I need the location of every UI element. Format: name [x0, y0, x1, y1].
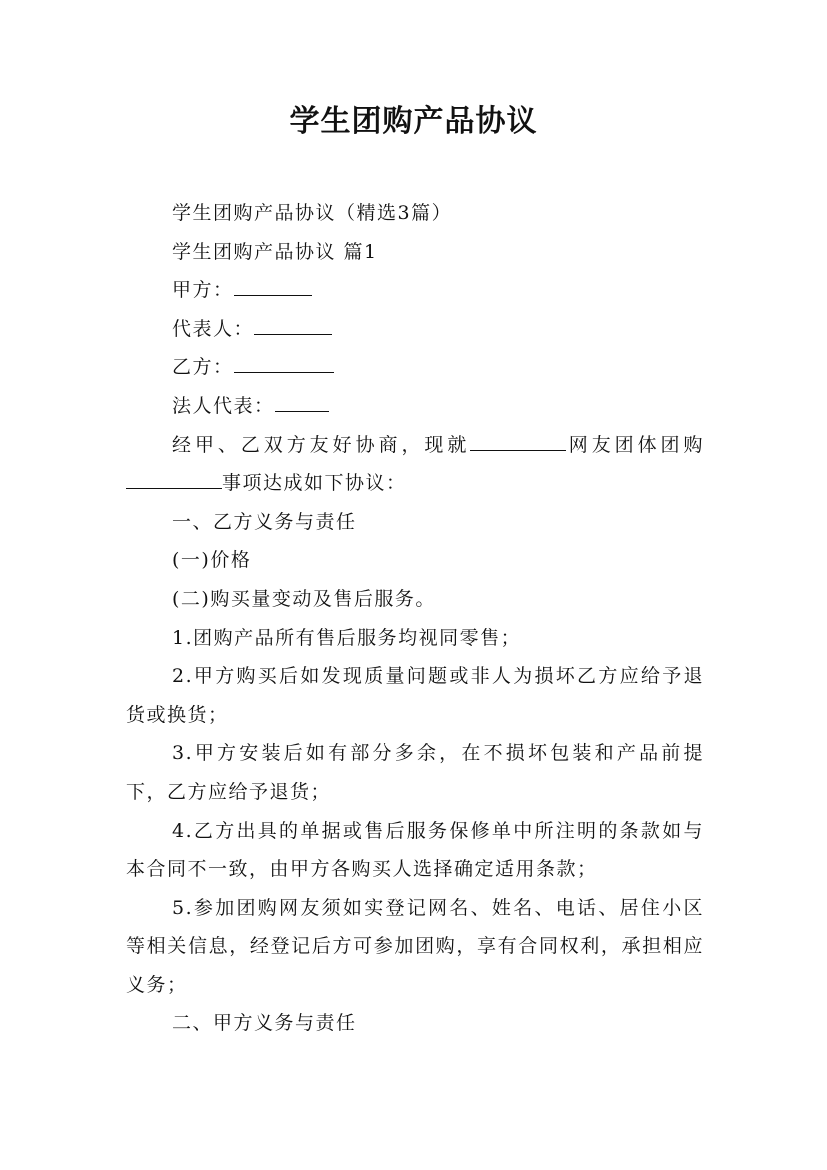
- collection-heading: 学生团购产品协议（精选3篇）: [172, 202, 453, 224]
- intro-text-middle: 网友团体团购: [566, 433, 704, 456]
- clause-1: 1.团购产品所有售后服务均视同零售；: [172, 626, 522, 649]
- clause-4: 4.乙方出具的单据或售后服务保修单中所注明的条款如与本合同不一致，由甲方各购买人选择确定适用条款；: [126, 819, 704, 881]
- party-a-line: [126, 271, 704, 310]
- section-heading-1: 一、乙方义务与责任: [172, 510, 357, 533]
- intro-text-end: 事项达成如下协议：: [222, 472, 407, 495]
- party-a-blank: [234, 273, 312, 296]
- subsection-price: (一)价格: [172, 549, 252, 572]
- clause-5: 5.参加团购网友须如实登记网名、姓名、电话、居住小区等相关信息，经登记后方可参加团购，享有合同权利，承担相应义务；: [126, 896, 704, 996]
- legal-representative-label: 法人代表：: [172, 394, 275, 417]
- intro-text-start: 经甲、乙双方友好协商，现就: [172, 433, 471, 456]
- representative-label: 代表人：: [172, 317, 255, 340]
- intro-blank-2: [126, 466, 222, 489]
- party-a-label: 甲方：: [172, 279, 234, 302]
- article-heading: 学生团购产品协议 篇1: [172, 240, 378, 263]
- intro-blank-1: [470, 428, 566, 451]
- section-heading-2: 二、甲方义务与责任: [172, 1012, 357, 1035]
- party-b-label: 乙方：: [172, 356, 234, 379]
- agreement-intro: [126, 426, 704, 503]
- document-body: [126, 194, 704, 1043]
- legal-representative-blank: [275, 389, 329, 412]
- party-b-line: [126, 348, 704, 387]
- clause-2: 2.甲方购买后如发现质量问题或非人为损坏乙方应给予退货或换货；: [126, 665, 704, 726]
- party-b-blank: [234, 350, 334, 373]
- representative-blank: [254, 312, 332, 335]
- representative-line: [126, 310, 704, 349]
- subsection-after-sales: (二)购买量变动及售后服务。: [172, 587, 436, 610]
- document-title: 学生团购产品协议: [289, 104, 538, 139]
- clause-3: 3.甲方安装后如有部分多余，在不损坏包装和产品前提下，乙方应给予退货；: [126, 742, 704, 803]
- legal-representative-line: [126, 387, 704, 426]
